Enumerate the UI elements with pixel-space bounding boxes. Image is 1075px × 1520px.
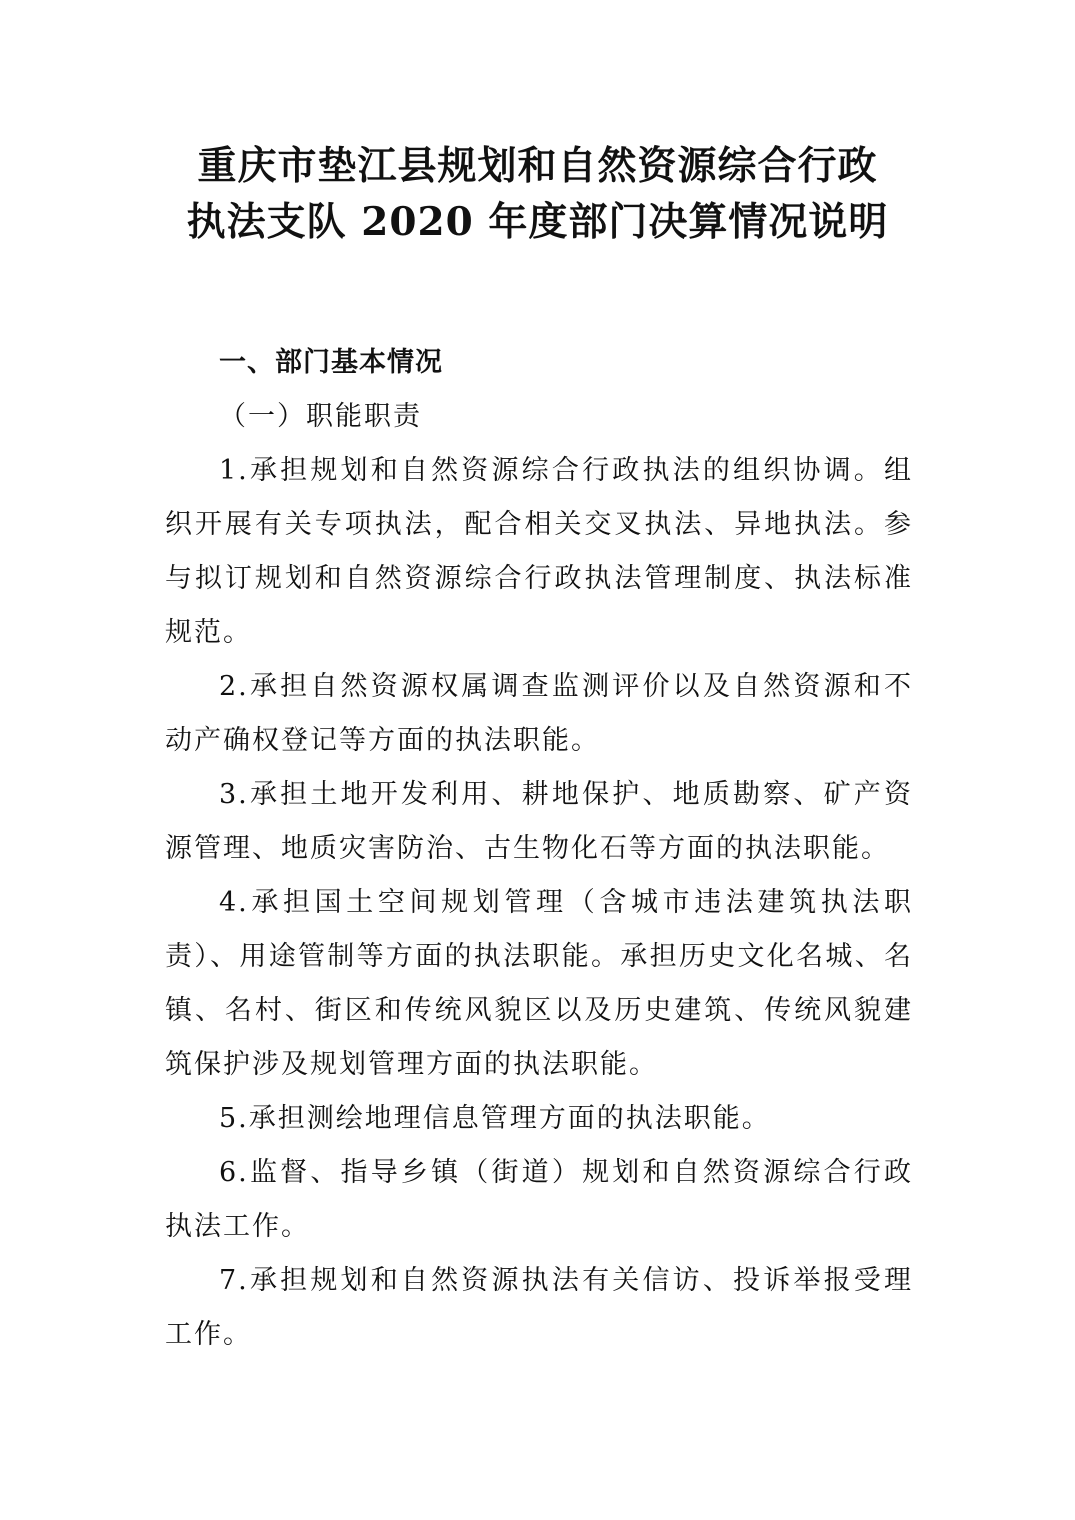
subsection-heading: （一）职能职责 — [219, 401, 422, 432]
section-heading: 一、部门基本情况 — [219, 347, 443, 378]
title-line-1: 重庆市垫江县规划和自然资源综合行政 — [197, 143, 878, 189]
document-body — [165, 336, 913, 1362]
duty-paragraph-6: 6.监督、指导乡镇（街道）规划和自然资源综合行政执法工作。 — [165, 1157, 913, 1242]
duty-paragraph-7: 7.承担规划和自然资源执法有关信访、投诉举报受理工作。 — [165, 1265, 913, 1350]
duty-paragraph-5: 5.承担测绘地理信息管理方面的执法职能。 — [219, 1103, 771, 1134]
document-title — [150, 138, 925, 250]
duty-paragraph-1: 1.承担规划和自然资源综合行政执法的组织协调。组织开展有关专项执法，配合相关交叉执法、异地执法。参与拟订规划和自然资源综合行政执法管理制度、执法标准规范。 — [165, 455, 913, 648]
title-line-2: 执法支队 2020 年度部门决算情况说明 — [186, 199, 889, 245]
duty-paragraph-4: 4.承担国土空间规划管理（含城市违法建筑执法职责）、用途管制等方面的执法职能。承担历史文化名城、名镇、名村、街区和传统风貌区以及历史建筑、传统风貌建筑保护涉及规划管理方面的执法职能。 — [165, 887, 913, 1080]
duty-paragraph-2: 2.承担自然资源权属调查监测评价以及自然资源和不动产确权登记等方面的执法职能。 — [165, 671, 913, 756]
duty-paragraph-3: 3.承担土地开发利用、耕地保护、地质勘察、矿产资源管理、地质灾害防治、古生物化石等方面的执法职能。 — [165, 779, 913, 864]
